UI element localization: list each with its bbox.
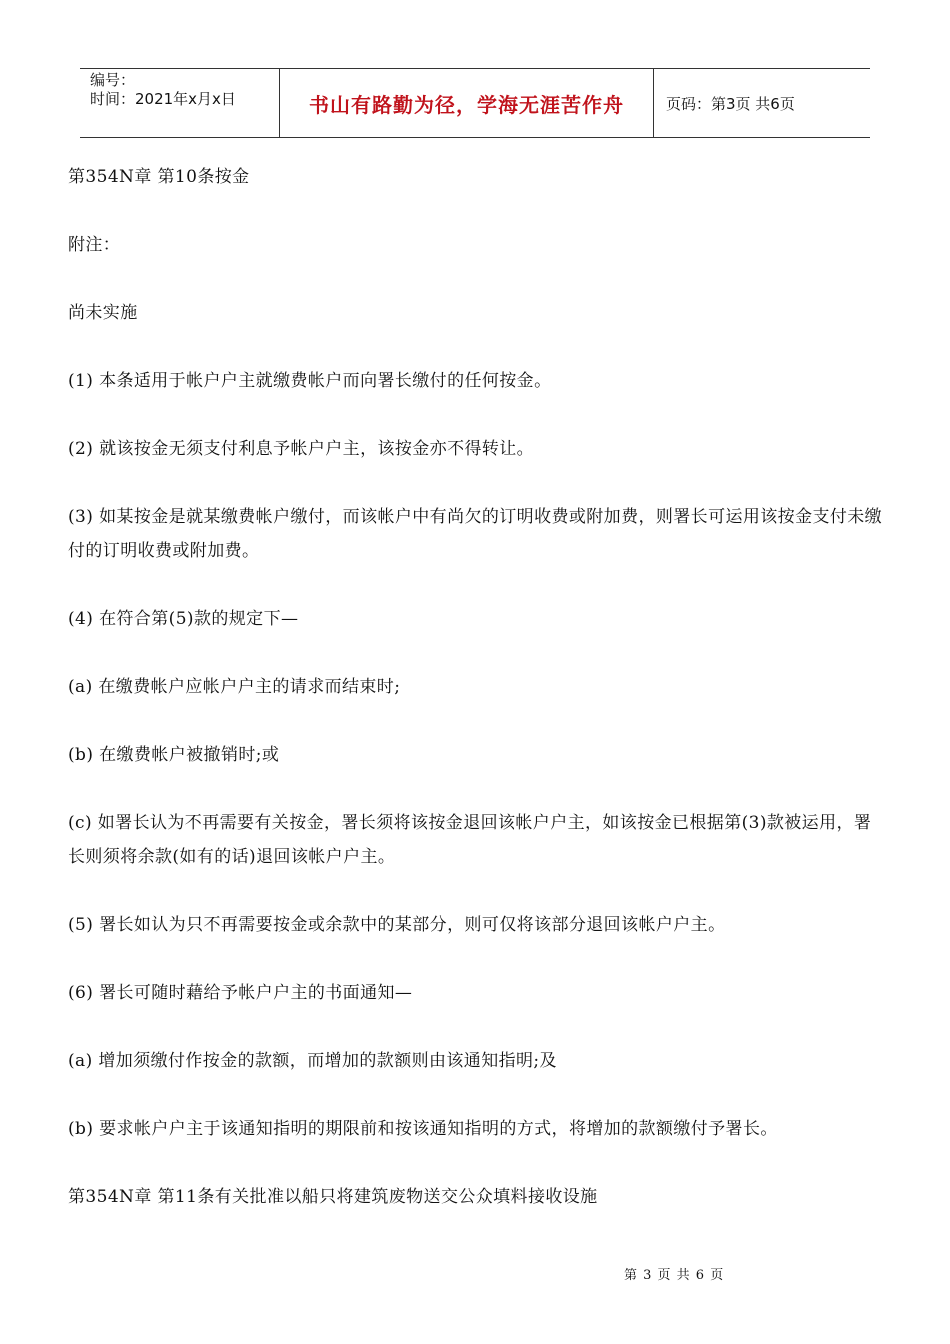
clause-4a: (a) 在缴费帐户应帐户户主的请求而结束时; <box>68 677 401 697</box>
header-meta <box>80 69 280 137</box>
clause-6b: (b) 要求帐户户主于该通知指明的期限前和按该通知指明的方式，将增加的款额缴付予署长。 <box>68 1119 778 1139</box>
page-header <box>80 68 870 138</box>
clause-2: (2) 就该按金无须支付利息予帐户户主，该按金亦不得转让。 <box>68 439 535 459</box>
number-label: 编号： <box>90 71 136 89</box>
clause-4c: (c) 如署长认为不再需要有关按金，署长须将该按金退回该帐户户主，如该按金已根据第(3)款被运用，署长则须将余款(如有的话)退回该帐户户主。 <box>68 813 872 867</box>
note-text: 尚未实施 <box>68 303 138 323</box>
header-page-info: 页码：第3页 共6页 <box>666 94 795 113</box>
clause-6: (6) 署长可随时藉给予帐户户主的书面通知— <box>68 983 413 1003</box>
note-label: 附注： <box>68 235 121 255</box>
next-chapter-heading: 第354N章 第11条有关批准以船只将建筑废物送交公众填料接收设施 <box>68 1187 598 1207</box>
clause-4: (4) 在符合第(5)款的规定下— <box>68 609 299 629</box>
header-motto: 书山有路勤为径，学海无涯苦作舟 <box>280 69 654 137</box>
clause-3: (3) 如某按金是就某缴费帐户缴付，而该帐户中有尚欠的订明收费或附加费，则署长可运用该按金支付未缴付的订明收费或附加费。 <box>68 507 883 561</box>
clause-4b: (b) 在缴费帐户被撤销时;或 <box>68 745 280 765</box>
clause-6a: (a) 增加须缴付作按金的款额，而增加的款额则由该通知指明;及 <box>68 1051 557 1071</box>
document-body <box>68 160 888 1248</box>
page-footer: 第 3 页 共 6 页 <box>624 1268 725 1283</box>
clause-1: (1) 本条适用于帐户户主就缴费帐户而向署长缴付的任何按金。 <box>68 371 552 391</box>
time-label: 时间：2021年x月x日 <box>90 90 236 108</box>
clause-5: (5) 署长如认为只不再需要按金或余款中的某部分，则可仅将该部分退回该帐户户主。 <box>68 915 726 935</box>
chapter-heading: 第354N章 第10条按金 <box>68 167 250 187</box>
